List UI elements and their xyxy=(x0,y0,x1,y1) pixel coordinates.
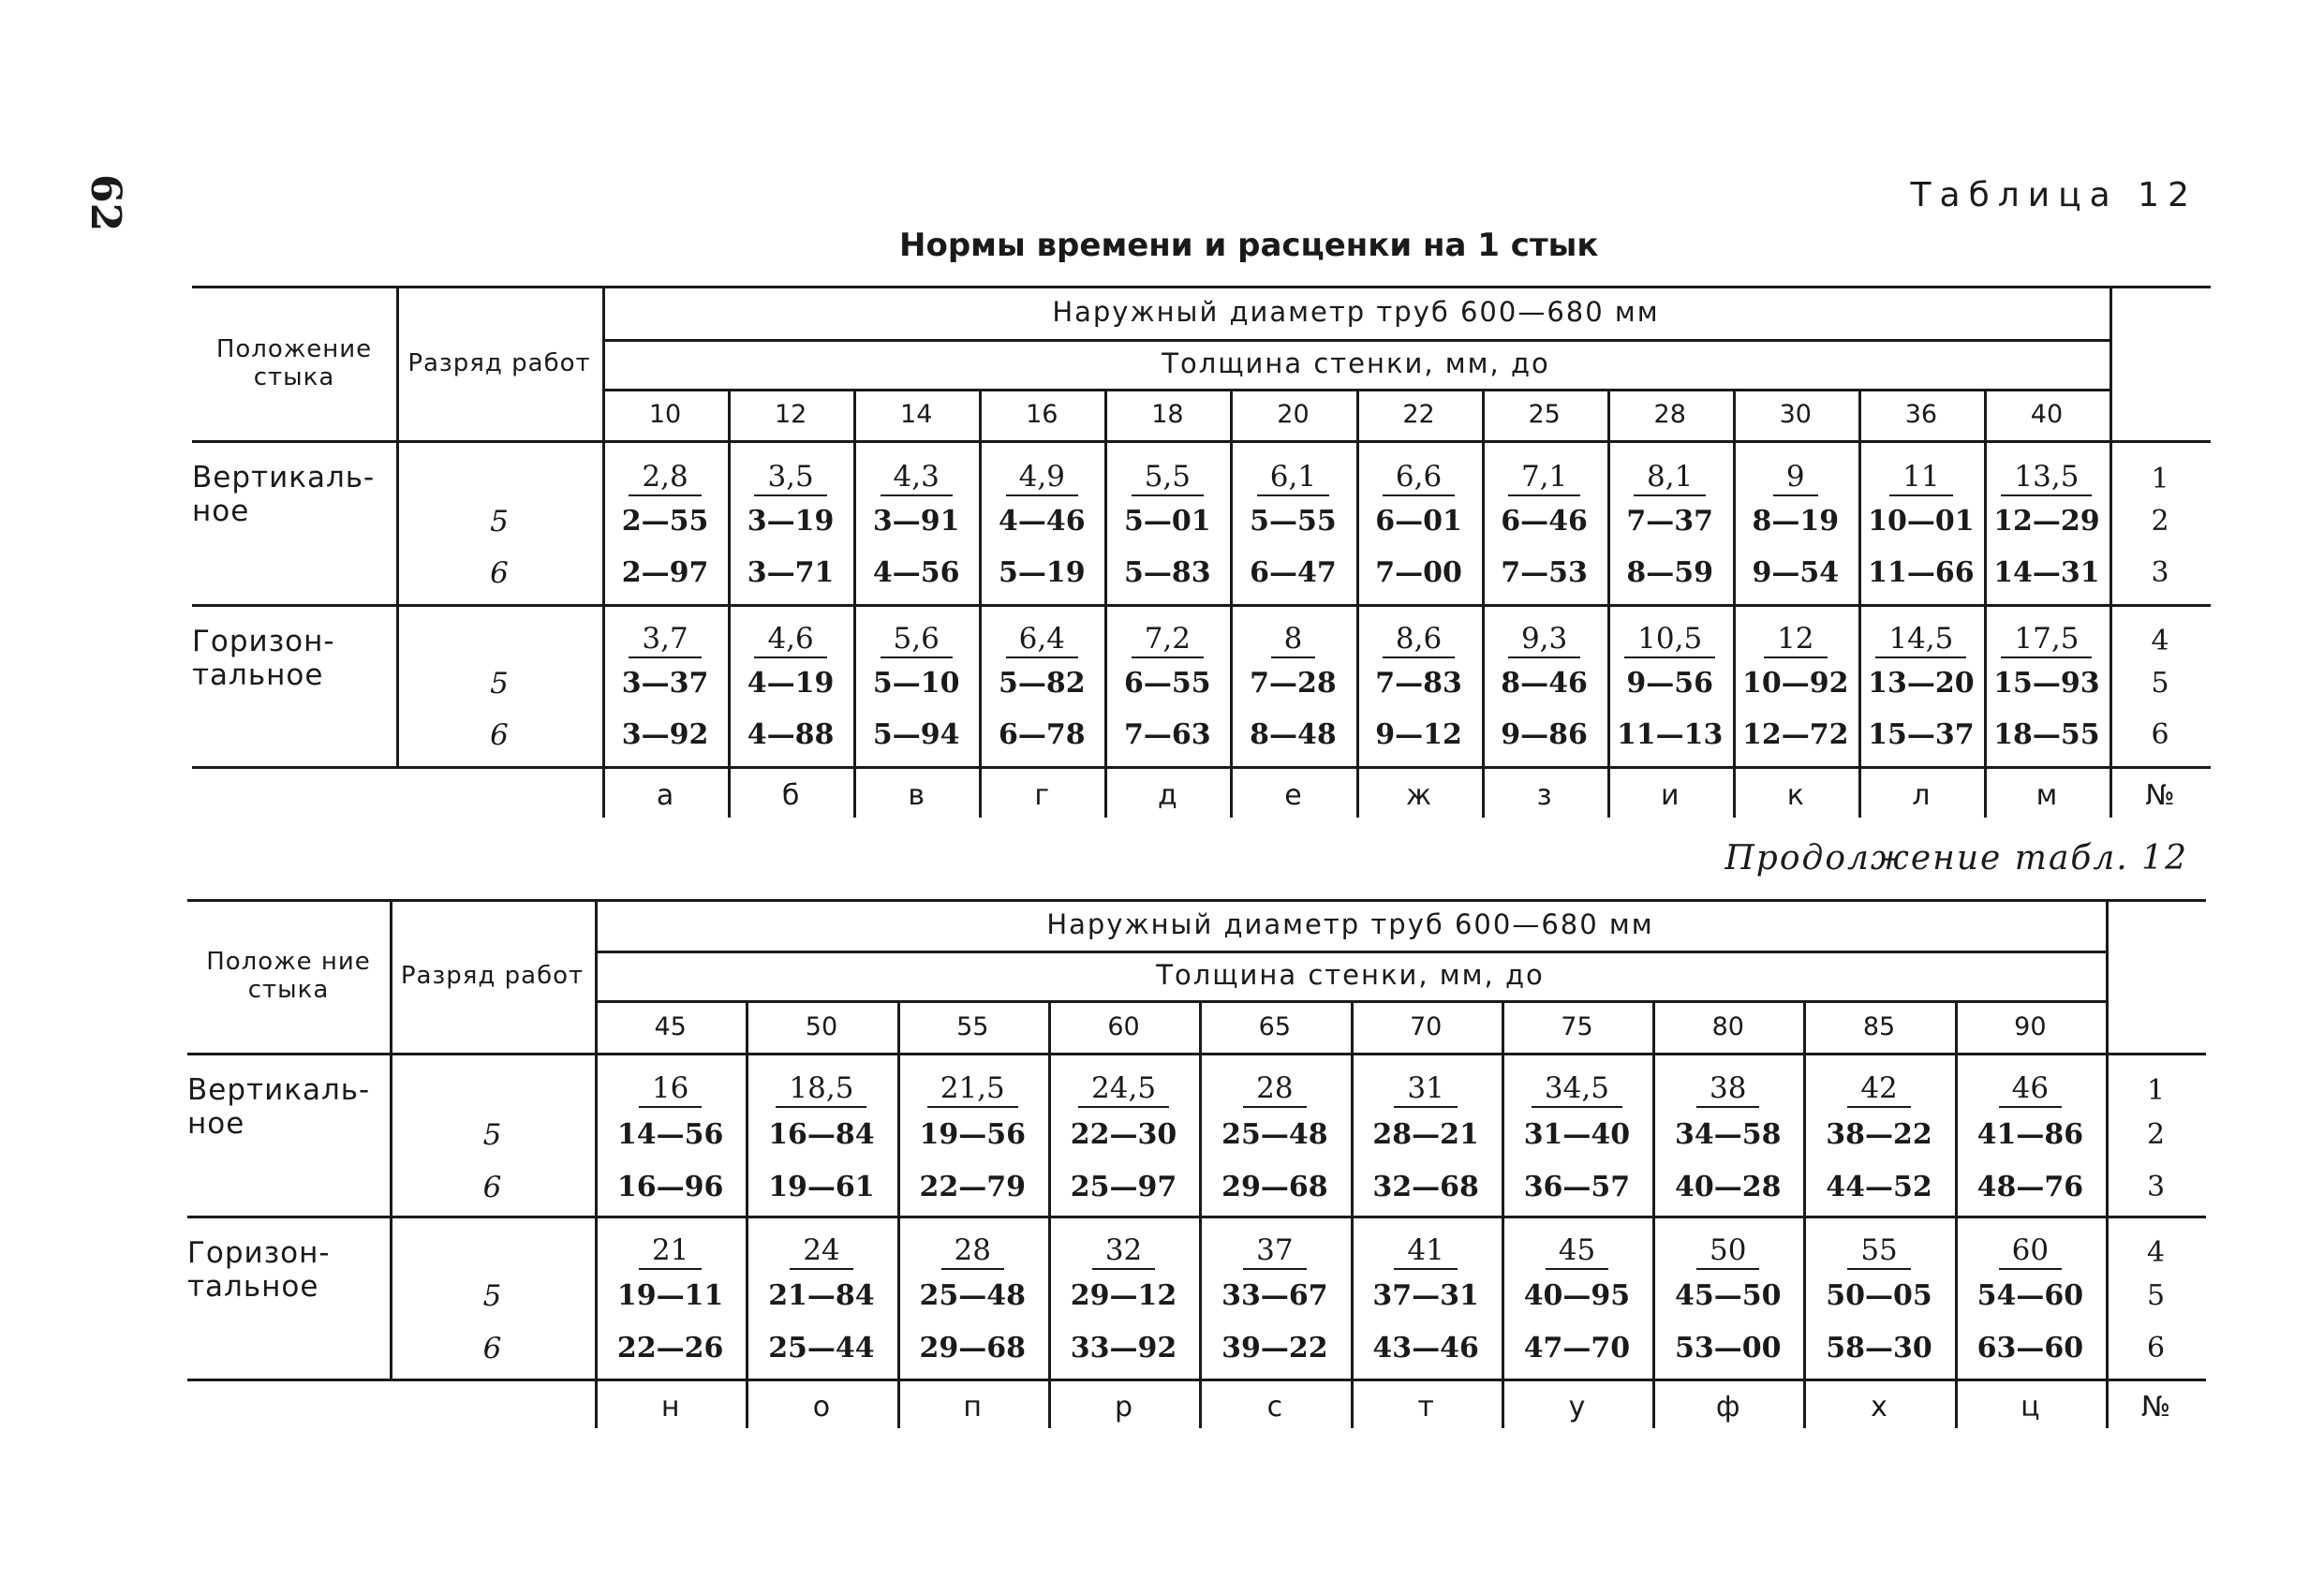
time-norm-cell xyxy=(1502,1070,1652,1112)
table-rule xyxy=(192,440,2211,443)
time-norm-cell-value: 42 xyxy=(1847,1074,1910,1108)
time-norm-cell-value: 8,6 xyxy=(1383,625,1455,658)
column-letter: п xyxy=(963,1391,983,1423)
time-norm-cell xyxy=(602,621,728,662)
row-number: 1 xyxy=(2146,1074,2166,1107)
time-norm-cell-value: 21,5 xyxy=(927,1074,1018,1108)
column-letter: а xyxy=(656,779,674,812)
rate-cell: 41—86 xyxy=(1976,1118,2084,1151)
rate-cell: 7—53 xyxy=(1501,556,1588,589)
number-sign: № xyxy=(2145,779,2175,812)
time-norm-cell-value: 24,5 xyxy=(1078,1074,1169,1108)
thickness-cell: 22 xyxy=(1402,400,1435,429)
rate-cell: 5—82 xyxy=(998,667,1086,700)
position-header: Положе ние стыка xyxy=(206,948,371,1004)
thickness-cell: 14 xyxy=(900,400,933,429)
time-norm-cell xyxy=(1230,621,1355,662)
rate-cell: 12—72 xyxy=(1742,718,1849,751)
rate-cell: 9—54 xyxy=(1752,556,1840,589)
time-norm-cell-value: 7,1 xyxy=(1508,463,1580,496)
column-letter: т xyxy=(1417,1391,1434,1423)
rate-cell: 4—46 xyxy=(998,505,1086,538)
table-rule xyxy=(187,1379,2206,1381)
thickness-cell: 25 xyxy=(1528,400,1561,429)
time-norm-cell xyxy=(746,1070,896,1112)
row-number: 1 xyxy=(2151,463,2169,495)
time-norm-cell xyxy=(1048,1070,1199,1112)
time-norm-cell-value: 5,6 xyxy=(881,625,953,658)
row-number: 4 xyxy=(2151,625,2169,657)
column-letter: д xyxy=(1157,779,1177,812)
rate-cell: 58—30 xyxy=(1826,1332,1932,1364)
table-rule xyxy=(187,1053,2206,1055)
time-norm-cell-value: 8,1 xyxy=(1634,463,1706,496)
time-norm-cell xyxy=(979,459,1104,500)
time-norm-cell xyxy=(1652,1232,1803,1274)
grade-cell: 5 xyxy=(490,504,509,538)
rate-cell: 10—01 xyxy=(1868,505,1975,538)
rate-cell: 9—56 xyxy=(1626,667,1713,700)
rate-cell: 3—91 xyxy=(872,505,960,538)
diameter-header: Наружный диаметр труб 600—680 мм xyxy=(1046,908,1654,940)
time-norm-cell xyxy=(979,621,1104,662)
time-norm-cell-value: 9 xyxy=(1773,463,1818,496)
time-norm-cell-value: 2,8 xyxy=(629,463,701,496)
grade-cell: 6 xyxy=(490,717,509,752)
time-norm-cell xyxy=(1733,621,1858,662)
rate-cell: 32—68 xyxy=(1372,1171,1479,1203)
time-norm-cell-value: 9,3 xyxy=(1508,625,1580,658)
time-norm-cell-value: 6,6 xyxy=(1383,463,1455,496)
time-norm-cell xyxy=(1803,1070,1954,1112)
time-norm-cell xyxy=(1733,459,1858,500)
rate-cell: 8—46 xyxy=(1501,667,1588,700)
row-number: 5 xyxy=(2151,667,2169,700)
column-letter: ц xyxy=(2021,1391,2040,1423)
rate-cell: 29—12 xyxy=(1070,1279,1177,1312)
thickness-cell: 12 xyxy=(774,400,807,429)
rate-cell: 8—48 xyxy=(1250,718,1337,751)
time-norm-cell xyxy=(1607,621,1733,662)
column-letter: о xyxy=(812,1391,831,1423)
rate-cell: 6—01 xyxy=(1375,505,1462,538)
rate-cell: 54—60 xyxy=(1976,1279,2084,1312)
position-header: Положение стыка xyxy=(215,334,373,391)
grade-cell: 5 xyxy=(490,666,509,701)
grade-header: Разряд работ xyxy=(400,962,585,990)
rate-cell: 15—37 xyxy=(1868,718,1975,751)
time-norm-cell xyxy=(1858,459,1984,500)
rate-cell: 5—01 xyxy=(1124,505,1211,538)
row-number: 4 xyxy=(2146,1236,2166,1269)
thickness-cell: 65 xyxy=(1258,1011,1292,1041)
time-norm-cell-value: 10,5 xyxy=(1624,625,1715,658)
time-norm-cell xyxy=(1607,459,1733,500)
rate-cell: 5—19 xyxy=(998,556,1086,589)
thickness-cell: 28 xyxy=(1653,400,1686,429)
thickness-cell: 36 xyxy=(1904,400,1938,429)
time-norm-cell xyxy=(1199,1070,1350,1112)
time-norm-cell-value: 31 xyxy=(1394,1074,1457,1108)
column-letter: з xyxy=(1536,779,1552,812)
table-rule xyxy=(187,1216,2206,1218)
column-letter: у xyxy=(1568,1391,1586,1423)
rate-cell: 40—95 xyxy=(1523,1279,1631,1312)
rate-cell: 25—48 xyxy=(919,1279,1026,1312)
time-norm-cell-value: 3,7 xyxy=(629,625,701,658)
row-number: 6 xyxy=(2146,1332,2166,1364)
rate-cell: 19—61 xyxy=(768,1171,875,1203)
rate-cell: 12—29 xyxy=(1993,505,2100,538)
rate-cell: 7—83 xyxy=(1375,667,1462,700)
time-norm-cell xyxy=(1482,459,1607,500)
rate-cell: 3—19 xyxy=(747,505,835,538)
page-number: 62 xyxy=(81,174,129,232)
rate-cell: 11—66 xyxy=(1868,556,1975,589)
time-norm-cell xyxy=(1104,621,1230,662)
thickness-cell: 75 xyxy=(1561,1011,1593,1041)
rate-cell: 9—86 xyxy=(1501,718,1588,751)
column-letter: б xyxy=(781,779,800,812)
thickness-cell: 80 xyxy=(1711,1011,1744,1041)
thickness-cell: 16 xyxy=(1026,400,1058,429)
thickness-cell: 18 xyxy=(1151,400,1184,429)
row-number: 3 xyxy=(2146,1171,2166,1203)
time-norm-cell-value: 16 xyxy=(639,1074,702,1108)
rate-cell: 34—58 xyxy=(1674,1118,1782,1151)
time-norm-cell-value: 8 xyxy=(1271,625,1316,658)
grade-cell: 5 xyxy=(482,1117,502,1152)
time-norm-cell xyxy=(1356,459,1482,500)
rate-cell: 44—52 xyxy=(1826,1171,1932,1203)
rate-cell: 7—63 xyxy=(1124,718,1211,751)
rate-cell: 15—93 xyxy=(1993,667,2100,700)
time-norm-cell-value: 5,5 xyxy=(1132,463,1204,496)
time-norm-cell xyxy=(1652,1070,1803,1112)
grade-cell: 6 xyxy=(482,1331,502,1365)
table-rule xyxy=(192,766,2211,769)
time-norm-cell xyxy=(1351,1070,1502,1112)
rate-cell: 4—56 xyxy=(872,556,960,589)
time-norm-cell-value: 11 xyxy=(1889,463,1952,496)
column-letter: н xyxy=(660,1391,680,1423)
rate-cell: 13—20 xyxy=(1868,667,1975,700)
time-norm-cell-value: 28 xyxy=(941,1236,1004,1270)
continuation-label: Продолжение табл. 12 xyxy=(1724,839,2188,878)
thickness-cell: 90 xyxy=(2014,1011,2047,1041)
time-norm-cell-value: 3,5 xyxy=(754,463,826,496)
row-number: 3 xyxy=(2151,556,2169,589)
rate-cell: 45—50 xyxy=(1674,1279,1782,1312)
time-norm-cell xyxy=(728,621,853,662)
rate-cell: 7—37 xyxy=(1626,505,1713,538)
rate-cell: 25—44 xyxy=(768,1332,875,1364)
column-letter: ж xyxy=(1406,779,1432,812)
time-norm-cell-value: 32 xyxy=(1092,1236,1155,1270)
rate-cell: 31—40 xyxy=(1523,1118,1631,1151)
table-label: Таблица 12 xyxy=(1910,176,2198,214)
time-norm-cell xyxy=(1858,621,1984,662)
thickness-cell: 55 xyxy=(956,1011,989,1041)
column-letter: х xyxy=(1871,1391,1887,1423)
time-norm-cell-value: 14,5 xyxy=(1875,625,1966,658)
thickness-header: Толщина стенки, мм, до xyxy=(1156,959,1545,991)
rate-cell: 2—97 xyxy=(621,556,709,589)
rate-cell: 8—19 xyxy=(1752,505,1840,538)
time-norm-cell-value: 4,6 xyxy=(754,625,826,658)
time-norm-cell xyxy=(1984,621,2109,662)
rate-cell: 18—55 xyxy=(1993,718,2100,751)
thickness-cell: 30 xyxy=(1779,400,1812,429)
rate-cell: 3—71 xyxy=(747,556,835,589)
rate-cell: 38—22 xyxy=(1826,1118,1932,1151)
position-label: Горизон- тальное xyxy=(187,1236,331,1304)
rate-cell: 28—21 xyxy=(1372,1118,1479,1151)
time-norm-cell-value: 37 xyxy=(1243,1236,1306,1270)
position-label: Вертикаль- ное xyxy=(192,461,376,528)
thickness-cell: 45 xyxy=(654,1011,687,1041)
rate-cell: 4—88 xyxy=(747,718,835,751)
rate-cell: 22—30 xyxy=(1070,1118,1177,1151)
rate-cell: 5—55 xyxy=(1250,505,1337,538)
time-norm-cell xyxy=(602,459,728,500)
row-number: 2 xyxy=(2146,1118,2166,1151)
time-norm-cell-value: 28 xyxy=(1243,1074,1306,1108)
grade-cell: 6 xyxy=(482,1170,502,1204)
time-norm-cell xyxy=(1104,459,1230,500)
time-norm-cell xyxy=(1955,1232,2106,1274)
time-norm-cell xyxy=(728,459,853,500)
grade-cell: 6 xyxy=(490,555,509,590)
rate-cell: 2—55 xyxy=(621,505,709,538)
time-norm-cell-value: 18,5 xyxy=(776,1074,866,1108)
rate-cell: 22—79 xyxy=(919,1171,1026,1203)
thickness-cell: 40 xyxy=(2030,400,2064,429)
number-sign: № xyxy=(2140,1391,2171,1423)
rate-cell: 3—92 xyxy=(621,718,709,751)
rate-cell: 3—37 xyxy=(621,667,709,700)
rate-cell: 4—19 xyxy=(747,667,835,700)
rate-cell: 53—00 xyxy=(1674,1332,1782,1364)
row-number: 5 xyxy=(2146,1279,2166,1312)
rate-cell: 50—05 xyxy=(1826,1279,1932,1312)
time-norm-cell xyxy=(1803,1232,1954,1274)
rate-cell: 25—97 xyxy=(1070,1171,1177,1203)
rate-cell: 11—13 xyxy=(1616,718,1724,751)
diameter-header: Наружный диаметр труб 600—680 мм xyxy=(1052,296,1660,328)
time-norm-cell xyxy=(1356,621,1482,662)
thickness-cell: 20 xyxy=(1277,400,1310,429)
column-letter: и xyxy=(1660,779,1680,812)
time-norm-cell xyxy=(853,621,979,662)
rate-cell: 19—56 xyxy=(919,1118,1026,1151)
time-norm-cell-value: 6,4 xyxy=(1006,625,1078,658)
rate-cell: 36—57 xyxy=(1523,1171,1631,1203)
thickness-cell: 50 xyxy=(805,1011,838,1041)
rate-cell: 40—28 xyxy=(1674,1171,1782,1203)
row-number: 6 xyxy=(2151,718,2169,751)
time-norm-cell-value: 55 xyxy=(1847,1236,1910,1270)
column-letter: ф xyxy=(1715,1391,1740,1423)
time-norm-cell xyxy=(897,1232,1048,1274)
time-norm-cell xyxy=(1199,1232,1350,1274)
column-letter: е xyxy=(1284,779,1302,812)
rate-cell: 10—92 xyxy=(1742,667,1849,700)
rate-cell: 25—48 xyxy=(1221,1118,1328,1151)
rate-cell: 7—28 xyxy=(1250,667,1337,700)
time-norm-cell-value: 34,5 xyxy=(1532,1074,1622,1108)
rate-cell: 7—00 xyxy=(1375,556,1462,589)
rate-cell: 33—67 xyxy=(1221,1279,1328,1312)
time-norm-cell xyxy=(1955,1070,2106,1112)
time-norm-cell xyxy=(1984,459,2109,500)
position-label: Горизон- тальное xyxy=(192,625,335,692)
rate-cell: 16—84 xyxy=(768,1118,875,1151)
time-norm-cell-value: 60 xyxy=(1999,1236,2062,1270)
thickness-cell: 70 xyxy=(1409,1011,1443,1041)
time-norm-cell-value: 50 xyxy=(1696,1236,1759,1270)
time-norm-cell xyxy=(1048,1232,1199,1274)
rate-cell: 22—26 xyxy=(616,1332,724,1364)
time-norm-cell-value: 7,2 xyxy=(1132,625,1204,658)
time-norm-cell xyxy=(1502,1232,1652,1274)
column-letter: к xyxy=(1786,779,1804,812)
time-norm-cell-value: 46 xyxy=(1999,1074,2062,1108)
time-norm-cell-value: 21 xyxy=(639,1236,702,1270)
time-norm-cell-value: 24 xyxy=(790,1236,852,1270)
time-norm-cell-value: 13,5 xyxy=(2001,463,2092,496)
time-norm-cell xyxy=(595,1232,746,1274)
rate-cell: 19—11 xyxy=(616,1279,724,1312)
rate-cell: 29—68 xyxy=(919,1332,1026,1364)
time-norm-cell xyxy=(746,1232,896,1274)
time-norm-cell xyxy=(1230,459,1355,500)
thickness-header: Толщина стенки, мм, до xyxy=(1162,347,1550,379)
rate-cell: 6—47 xyxy=(1250,556,1337,589)
rate-cell: 47—70 xyxy=(1523,1332,1631,1364)
rate-cell: 6—55 xyxy=(1124,667,1211,700)
table-rule xyxy=(192,604,2211,607)
column-letter: с xyxy=(1266,1391,1283,1423)
thickness-cell: 85 xyxy=(1862,1011,1896,1041)
rate-cell: 29—68 xyxy=(1221,1171,1328,1203)
time-norm-cell xyxy=(897,1070,1048,1112)
rate-cell: 48—76 xyxy=(1976,1171,2084,1203)
rate-cell: 14—56 xyxy=(616,1118,724,1151)
column-letter: г xyxy=(1034,779,1050,812)
rate-cell: 5—94 xyxy=(872,718,960,751)
rate-cell: 63—60 xyxy=(1976,1332,2084,1364)
time-norm-cell xyxy=(853,459,979,500)
rate-cell: 37—31 xyxy=(1372,1279,1479,1312)
grade-header: Разряд работ xyxy=(407,348,591,377)
time-norm-cell-value: 4,9 xyxy=(1006,463,1078,496)
time-norm-cell-value: 45 xyxy=(1546,1236,1608,1270)
thickness-cell: 60 xyxy=(1107,1011,1140,1041)
rate-cell: 5—83 xyxy=(1124,556,1211,589)
time-norm-cell-value: 12 xyxy=(1764,625,1827,658)
time-norm-cell-value: 4,3 xyxy=(881,463,953,496)
rate-cell: 8—59 xyxy=(1626,556,1713,589)
rate-cell: 21—84 xyxy=(768,1279,875,1312)
column-letter: р xyxy=(1115,1391,1133,1423)
thickness-cell: 10 xyxy=(648,400,682,429)
grade-cell: 5 xyxy=(482,1278,502,1313)
rate-cell: 6—46 xyxy=(1501,505,1588,538)
time-norm-cell-value: 17,5 xyxy=(2001,625,2092,658)
column-letter: м xyxy=(2035,779,2058,812)
rate-cell: 14—31 xyxy=(1993,556,2100,589)
page-title: Нормы времени и расценки на 1 стык xyxy=(899,227,1599,264)
column-letter: в xyxy=(908,779,925,812)
rate-cell: 16—96 xyxy=(616,1171,724,1203)
rate-cell: 5—10 xyxy=(872,667,960,700)
rate-cell: 39—22 xyxy=(1221,1332,1328,1364)
time-norm-cell xyxy=(1482,621,1607,662)
column-letter: л xyxy=(1912,779,1931,812)
time-norm-cell-value: 41 xyxy=(1394,1236,1457,1270)
position-label: Вертикаль- ное xyxy=(187,1073,371,1141)
time-norm-cell-value: 38 xyxy=(1696,1074,1759,1108)
rate-cell: 43—46 xyxy=(1372,1332,1479,1364)
rate-cell: 33—92 xyxy=(1070,1332,1177,1364)
time-norm-cell xyxy=(1351,1232,1502,1274)
row-number: 2 xyxy=(2151,505,2169,538)
time-norm-cell-value: 6,1 xyxy=(1257,463,1329,496)
time-norm-cell xyxy=(595,1070,746,1112)
rate-cell: 6—78 xyxy=(998,718,1086,751)
rate-cell: 9—12 xyxy=(1375,718,1462,751)
